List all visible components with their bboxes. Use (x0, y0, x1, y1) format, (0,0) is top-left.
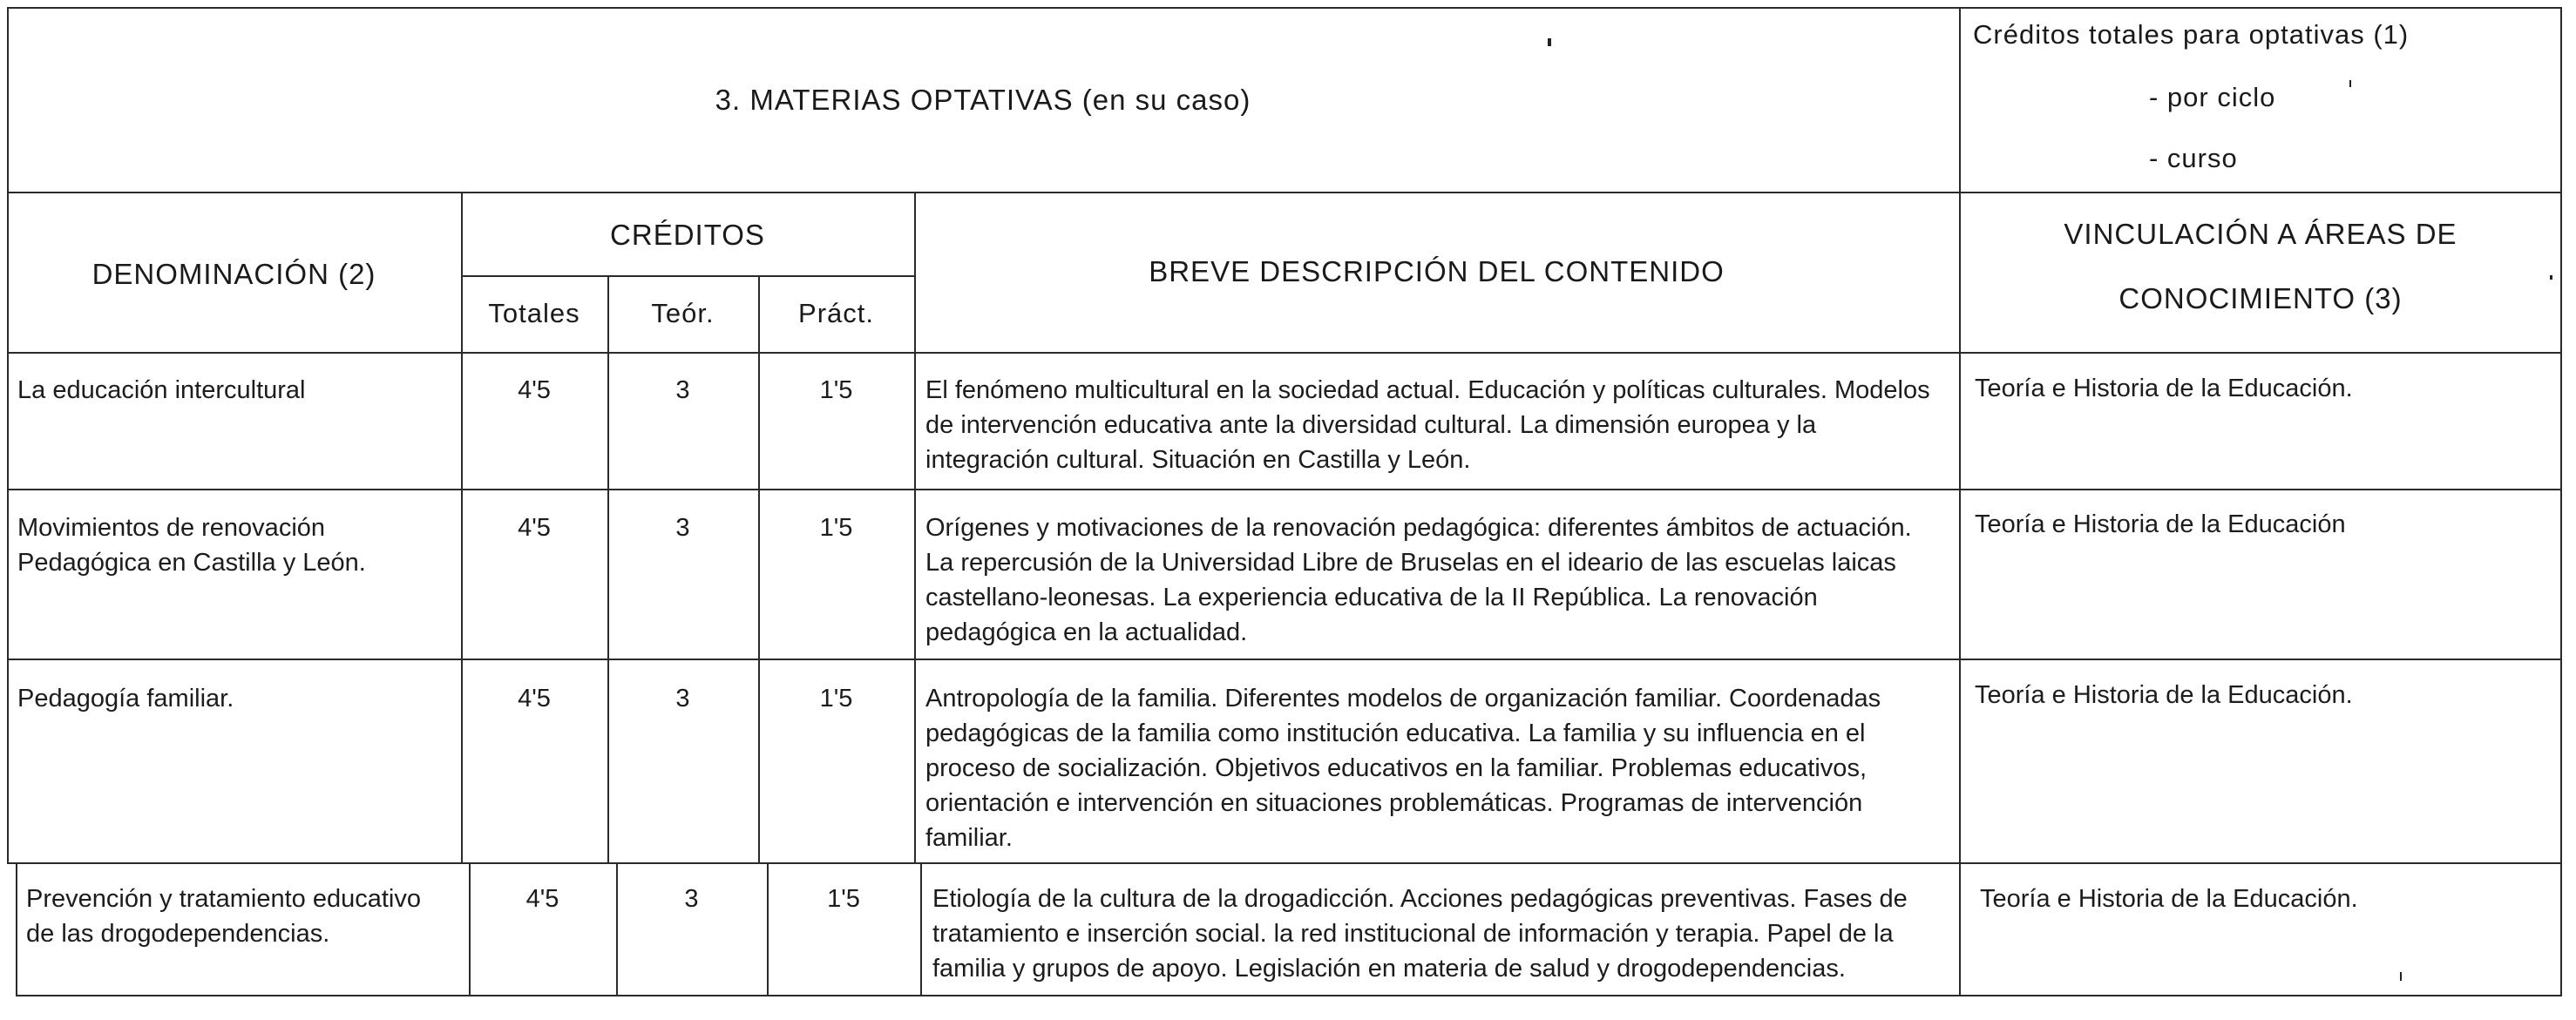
row-4-desc-line: Etiología de la cultura de la drogadicción. Acciones pedagógicas preventivas. Fases de (932, 885, 1908, 913)
row-2-name-line: Movimientos de renovación (17, 514, 326, 542)
por-ciclo-label: - por ciclo (2149, 82, 2276, 112)
row-3-desc (925, 681, 1881, 855)
row-4-pract: 1'5 (827, 885, 860, 913)
rule-creditos-split (461, 275, 914, 277)
col-denominacion: DENOMINACIÓN (2) (92, 258, 376, 290)
row-2-totales: 4'5 (518, 514, 551, 542)
row-4-name (26, 882, 421, 951)
rule-top (7, 7, 2562, 9)
row-2-desc (925, 510, 1912, 650)
row-2-pract: 1'5 (819, 514, 853, 542)
row-3-desc-line: proceso de socialización. Objetivos educativos en la familiar. Problemas educativos, (925, 754, 1867, 782)
rule-right (2560, 7, 2562, 996)
rule-desc-row4 (920, 862, 922, 996)
row-4-desc (932, 882, 1908, 986)
row-3-desc-line: Antropología de la familia. Diferentes modelos de organización familiar. Coordenadas (925, 685, 1881, 713)
rule-row1-bottom (7, 489, 2562, 490)
row-1-pract: 1'5 (819, 376, 853, 404)
row-1-area: Teoría e Historia de la Educación. (1975, 375, 2353, 402)
scan-speck (1548, 38, 1551, 46)
row-2-name-line: Pedagógica en Castilla y León. (17, 549, 366, 577)
row-3-desc-line: pedagógicas de la familia como institución educativa. La familia y su influencia en el (925, 719, 1866, 747)
row-4-desc-line: tratamiento e inserción social. la red institucional de información y terapia. Papel de la (932, 920, 1894, 948)
rule-totales (607, 275, 609, 862)
col-descripcion: BREVE DESCRIPCIÓN DEL CONTENIDO (1149, 255, 1725, 287)
row-3-desc-line: familiar. (925, 824, 1013, 852)
scan-speck (2550, 275, 2552, 280)
row-4-name-line: de las drogodependencias. (26, 920, 330, 948)
row-2-name (17, 510, 366, 580)
rule-row3-bottom (7, 862, 2562, 864)
rule-left-row4 (16, 862, 17, 996)
col-vinculacion-line1: VINCULACIÓN A ÁREAS DE (2064, 218, 2457, 250)
row-4-area: Teoría e Historia de la Educación. (1980, 885, 2358, 913)
row-3-name-line: Pedagogía familiar. (17, 685, 234, 713)
row-4-desc-line: familia y grupos de apoyo. Legislación en materia de salud y drogodependencias. (932, 955, 1846, 983)
row-2-teor: 3 (675, 514, 690, 542)
row-2-desc-line: Orígenes y motivaciones de la renovación pedagógica: diferentes ámbitos de actuación. (925, 514, 1912, 542)
col-vinculacion-line2: CONOCIMIENTO (3) (2118, 282, 2403, 314)
row-3-desc-line: orientación e intervención en situaciones problemáticas. Programas de intervención (925, 789, 1863, 817)
section-title: 3. MATERIAS OPTATIVAS (en su caso) (715, 84, 1251, 116)
row-1-desc-line: El fenómeno multicultural en la sociedad actual. Educación y políticas culturales. Modelos (925, 376, 1930, 404)
row-3-name (17, 681, 234, 716)
row-4-teor: 3 (684, 885, 699, 913)
row-4-totales: 4'5 (525, 885, 559, 913)
row-2-area: Teoría e Historia de la Educación (1975, 510, 2346, 538)
rule-teor (758, 275, 760, 862)
rule-area (1959, 7, 1961, 996)
rule-header-bottom (7, 352, 2562, 354)
rule-desc (914, 192, 916, 862)
row-2-desc-line: castellano-leonesas. La experiencia educativa de la II República. La renovación (925, 584, 1818, 611)
creditos-totales-label: Créditos totales para optativas (1) (1973, 19, 2410, 50)
row-2-desc-line: pedagógica en la actualidad. (925, 618, 1248, 646)
row-1-totales: 4'5 (518, 376, 551, 404)
row-1-desc-line: de intervención educativa ante la diversidad cultural. La dimensión europea y la (925, 411, 1817, 439)
row-3-area: Teoría e Historia de la Educación. (1975, 681, 2353, 709)
col-creditos: CRÉDITOS (610, 219, 765, 251)
row-3-teor: 3 (675, 685, 690, 713)
curso-label: - curso (2149, 143, 2238, 173)
scan-speck (2400, 972, 2402, 981)
row-4-name-line: Prevención y tratamiento educativo (26, 885, 421, 913)
col-teor: Teór. (651, 298, 715, 328)
optativas-table (7, 7, 2562, 1009)
col-pract: Práct. (798, 298, 874, 328)
rule-bottom (16, 995, 2562, 996)
row-1-name (17, 373, 305, 408)
row-1-desc (925, 373, 1930, 477)
row-3-totales: 4'5 (518, 685, 551, 713)
rule-title-bottom (7, 192, 2562, 193)
col-totales: Totales (488, 298, 580, 328)
scan-speck (2349, 80, 2351, 87)
row-1-teor: 3 (675, 376, 690, 404)
row-2-desc-line: La repercusión de la Universidad Libre de Bruselas en el ideario de las escuelas laicas (925, 549, 1896, 577)
row-1-name-line: La educación intercultural (17, 376, 306, 404)
row-1-desc-line: integración cultural. Situación en Castilla y León. (925, 446, 1471, 474)
row-3-pract: 1'5 (819, 685, 853, 713)
rule-left (7, 7, 9, 862)
rule-row2-bottom (7, 659, 2562, 660)
